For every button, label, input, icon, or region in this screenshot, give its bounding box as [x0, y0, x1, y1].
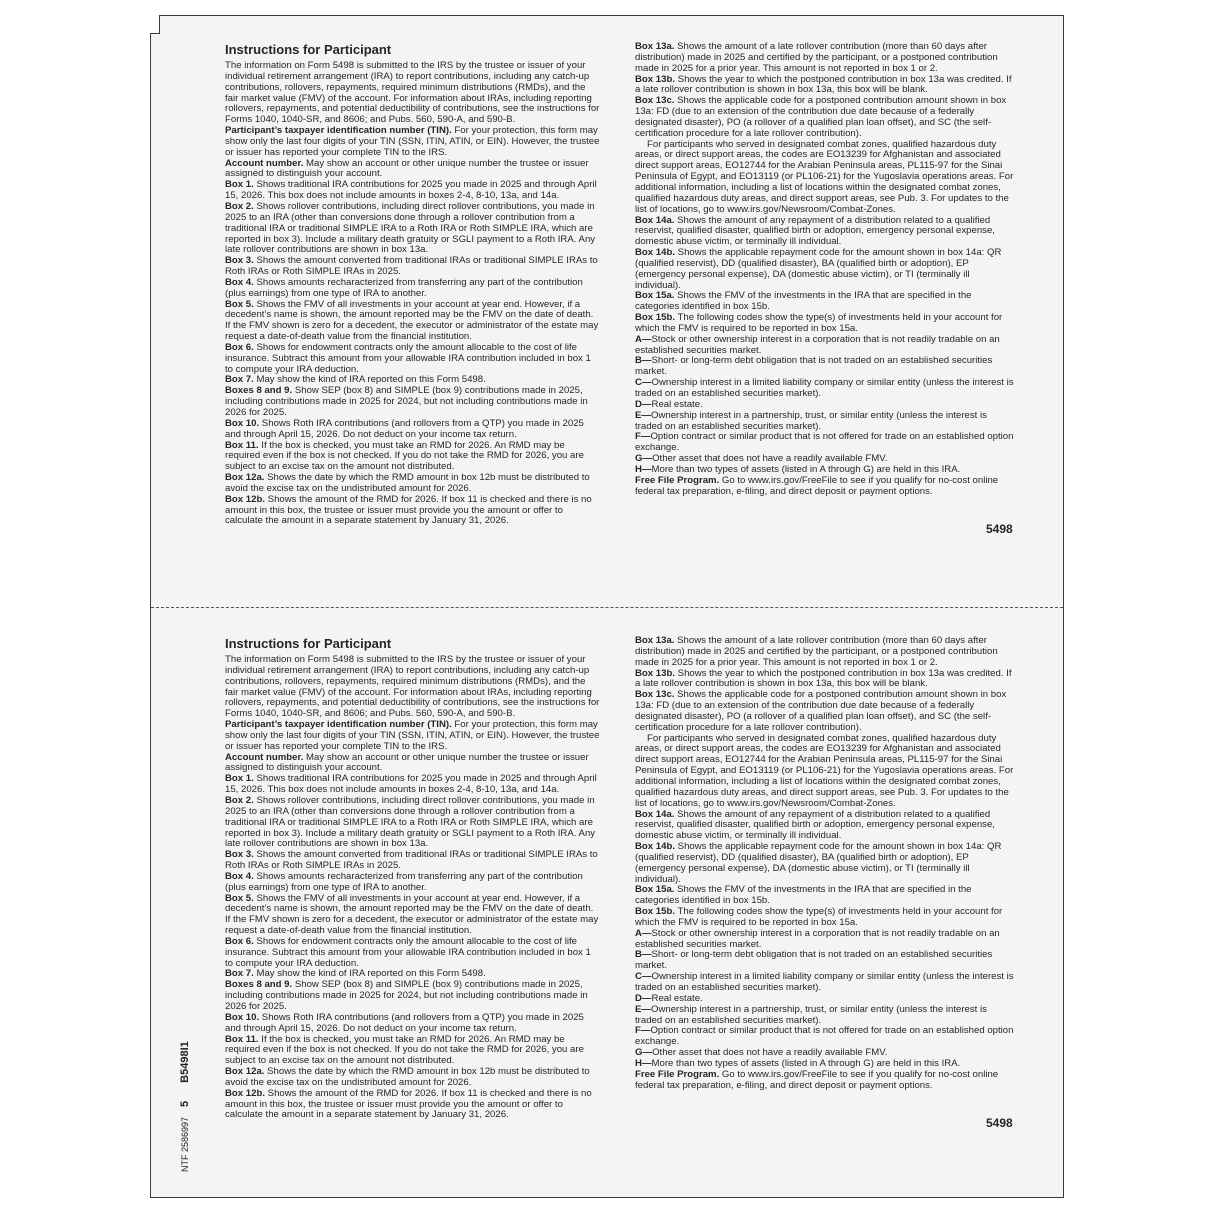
paragraph-label: Box 11. — [225, 1033, 259, 1045]
instruction-paragraph — [635, 929, 1015, 951]
paragraph-text: Shows the FMV of all investments in your account at year end. However, if a decedent’s name is shown, the amount reported may be the FMV on the date of death. If the FMV shown is zero for a decedent, the executor or administrator of the estate may request a date-of-death value from the financial institution. — [225, 892, 599, 937]
paragraph-text: Short- or long-term debt obligation that is not traded on an established securities market. — [635, 355, 993, 378]
right-paragraphs — [635, 636, 1015, 1091]
instruction-paragraph — [225, 441, 601, 474]
instruction-paragraph — [225, 61, 601, 126]
paragraph-text: Shows the year to which the postponed contribution in box 13a was credited. If a late rollover contribution is shown in box 13a, this box will be blank. — [635, 667, 1012, 690]
paragraph-label: Box 14a. — [635, 214, 675, 226]
paragraph-text: May show the kind of IRA reported on this Form 5498. — [253, 374, 486, 386]
instruction-paragraph — [635, 636, 1015, 669]
paragraph-text: Shows traditional IRA contributions for 2025 you made in 2025 and through April 15, 2026. This box does not include amounts in boxes 2-4, 8-10, 13a, and 14a. — [225, 179, 597, 202]
paragraph-label: C— — [635, 377, 652, 389]
form-code: B5498I1 — [179, 1041, 191, 1083]
corner-registration-mark — [150, 15, 160, 34]
paragraph-label: Free File Program. — [635, 1068, 720, 1080]
paragraph-text: Shows the FMV of the investments in the IRA that are specified in the categories identified in box 15b. — [635, 290, 972, 313]
paragraph-text: Other asset that does not have a readily available FMV. — [652, 1047, 888, 1059]
paragraph-text: May show an account or other unique number the trustee or issuer assigned to distinguish your account. — [225, 157, 589, 180]
side-form-code — [176, 992, 194, 1172]
instruction-paragraph — [225, 850, 601, 872]
paragraph-text: More than two types of assets (listed in A through G) are held in this IRA. — [651, 463, 961, 475]
instruction-paragraph — [635, 1070, 1015, 1092]
paragraph-label: Box 5. — [225, 298, 254, 310]
instruction-paragraph — [225, 343, 601, 376]
instruction-paragraph — [635, 42, 1015, 75]
instruction-paragraph — [225, 495, 601, 528]
paragraph-label: Box 10. — [225, 1011, 260, 1023]
paragraph-label: Box 6. — [225, 935, 254, 947]
paragraph-label: Box 13a. — [635, 635, 675, 646]
paragraph-label: Box 2. — [225, 200, 254, 212]
paragraph-text: Real estate. — [651, 398, 703, 410]
instruction-paragraph — [225, 1089, 601, 1122]
paragraph-text: Ownership interest in a limited liability company or similar entity (unless the interest is traded on an established securities market). — [635, 377, 1014, 399]
paragraph-label: Box 13a. — [635, 41, 675, 52]
instruction-paragraph — [225, 159, 601, 181]
paragraph-label: Box 6. — [225, 341, 254, 353]
instruction-paragraph — [225, 180, 601, 202]
paragraph-text: Shows Roth IRA contributions (and rollovers from a QTP) you made in 2025 and through April 15, 2026. Do not deduct on your income tax return. — [225, 1011, 584, 1034]
paragraph-label: Box 15b. — [635, 906, 675, 918]
instruction-paragraph — [635, 810, 1015, 843]
paragraph-label: Box 15b. — [635, 312, 675, 324]
instruction-paragraph — [225, 386, 601, 419]
left-column — [225, 636, 601, 1121]
paragraph-label: Boxes 8 and 9. — [225, 385, 293, 397]
paragraph-label: G— — [635, 453, 653, 465]
instruction-paragraph — [225, 300, 601, 343]
paragraph-text: Other asset that does not have a readily available FMV. — [652, 453, 888, 465]
paragraph-text: Show SEP (box 8) and SIMPLE (box 9) contributions made in 2025, including contributions made in 2025 for 2024, but not including contributions made in 2026 for 2025. — [225, 979, 588, 1012]
paragraph-text: Shows traditional IRA contributions for 2025 you made in 2025 and through April 15, 2026. This box does not include amounts in boxes 2-4, 8-10, 13a, and 14a. — [225, 773, 597, 796]
paragraph-label: E— — [635, 409, 651, 421]
instruction-paragraph — [635, 476, 1015, 498]
paragraph-text: Short- or long-term debt obligation that is not traded on an established securities market. — [635, 949, 993, 972]
instruction-paragraph — [635, 216, 1015, 249]
paragraph-text: Shows Roth IRA contributions (and rollovers from a QTP) you made in 2025 and through April 15, 2026. Do not deduct on your income tax return. — [225, 417, 584, 440]
paragraph-text: Shows the FMV of all investments in your account at year end. However, if a decedent’s name is shown, the amount reported may be the FMV on the date of death. If the FMV shown is zero for a decedent, the executor or administrator of the estate may request a date-of-death value from the financial institution. — [225, 298, 599, 343]
instruction-paragraph — [635, 356, 1015, 378]
paragraph-label: Box 3. — [225, 849, 254, 861]
paragraph-label: B— — [635, 949, 652, 961]
paragraph-label: Box 2. — [225, 794, 254, 806]
paragraph-label: C— — [635, 971, 652, 983]
paragraph-text: Shows the amount of the RMD for 2026. If box 11 is checked and there is no amount in this box, the trustee or issuer must provide you the amount or offer to calculate the amount in a separate statement by January 31, 2026. — [225, 1087, 592, 1121]
instruction-paragraph — [225, 473, 601, 495]
paragraph-label: Box 10. — [225, 417, 260, 429]
paragraph-label: Box 1. — [225, 179, 254, 191]
paragraph-label: G— — [635, 1047, 653, 1059]
paragraph-label: F— — [635, 1025, 651, 1037]
instruction-paragraph — [225, 278, 601, 300]
instruction-paragraph — [635, 75, 1015, 97]
instruction-paragraph — [225, 419, 601, 441]
paragraph-text: Ownership interest in a partnership, trust, or similar entity (unless the interest is traded on an established securities market). — [635, 1003, 987, 1026]
paragraph-label: Box 14a. — [635, 808, 675, 820]
paragraph-label: Free File Program. — [635, 474, 720, 486]
paragraph-text: Shows the amount of a late rollover contribution (more than 60 days after distribution) made in 2025 and certified by the participant, or a postponed contribution made in 2025 for a prior year. This amount is not reported in box 1 or 2. — [635, 41, 998, 74]
paragraph-text: Show SEP (box 8) and SIMPLE (box 9) contributions made in 2025, including contributions made in 2025 for 2024, but not including contributions made in 2026 for 2025. — [225, 385, 588, 418]
paragraph-text: Option contract or similar product that is not offered for trade on an established option exchange. — [635, 1025, 1014, 1048]
instruction-paragraph — [225, 894, 601, 937]
paragraph-text: If the box is checked, you must take an RMD for 2026. An RMD may be required even if the box is not checked. If you do not take the RMD for 2026, you are subject to an excise tax on the amount not distributed. — [225, 1033, 584, 1067]
paragraph-text: Shows rollover contributions, including direct rollover contributions, you made in 2025 to an IRA (other than conversions done through a rollover contribution from a traditional IRA or traditional SIMPLE IRA to a Roth IRA or Roth SIMPLE IRA, which are reported in box 3). Include a military death gratuity or SGLI payment to a Roth IRA. Any late rollover contributions are shown in box 13a. — [225, 200, 596, 256]
instruction-paragraph — [225, 202, 601, 256]
paragraph-label: Box 7. — [225, 968, 254, 980]
instruction-paragraph — [635, 842, 1015, 885]
paragraph-text: May show an account or other unique number the trustee or issuer assigned to distinguish your account. — [225, 751, 589, 774]
instruction-paragraph — [225, 126, 601, 159]
instructions-heading: Instructions for Participant — [225, 42, 392, 57]
paragraph-label: A— — [635, 333, 652, 345]
instruction-paragraph — [225, 872, 601, 894]
instruction-paragraph — [225, 796, 601, 850]
paragraph-text: Shows for endowment contracts only the amount allocable to the cost of life insurance. Subtract this amount from your allowable IRA contribution included in box 1 to compute your IRA deduction. — [225, 341, 591, 375]
instruction-paragraph — [635, 1005, 1015, 1027]
paragraph-label: Box 4. — [225, 870, 254, 882]
paragraph-text: Ownership interest in a partnership, trust, or similar entity (unless the interest is traded on an established securities market). — [635, 409, 987, 432]
instruction-paragraph — [635, 972, 1015, 994]
paragraph-label: F— — [635, 431, 651, 443]
paragraph-label: Account number. — [225, 157, 304, 169]
instruction-paragraph — [225, 655, 601, 720]
paragraph-text: Shows the applicable repayment code for the amount shown in box 14a: QR (qualified reservist), DD (qualified disaster), BA (qualified birth or adoption), EP (emergency personal expense), DA (domestic abuse victim), or TI (terminally ill individual). — [635, 841, 1002, 885]
paragraph-text: More than two types of assets (listed in A through G) are held in this IRA. — [651, 1057, 961, 1069]
paragraph-label: Box 14b. — [635, 247, 675, 259]
instruction-paragraph — [225, 753, 601, 775]
paragraph-text: The information on Form 5498 is submitted to the IRS by the trustee or issuer of your individual retirement arrangement (IRA) to report contributions, including any catch-up contributions, rollovers, repayments, required minimum distributions (RMDs), and the fair market value (FMV) of the account. For information about IRAs, including reporting rollovers, repayments, and potential deductibility of contributions, see the instructions for Forms 1040, 1040-SR, and 8606; and Pubs. 560, 590-A, and 590-B. — [225, 654, 600, 720]
paragraph-label: Participant’s taxpayer identification number (TIN). — [225, 719, 452, 731]
paragraph-label: Box 7. — [225, 374, 254, 386]
paragraph-text: Shows the amount of a late rollover contribution (more than 60 days after distribution) made in 2025 and certified by the participant, or a postponed contribution made in 2025 for a prior year. This amount is not reported in box 1 or 2. — [635, 635, 998, 668]
instruction-paragraph — [635, 248, 1015, 291]
paragraph-text: Shows the date by which the RMD amount in box 12b must be distributed to avoid the excise tax on the undistributed amount for 2026. — [225, 1066, 590, 1088]
paragraph-text: May show the kind of IRA reported on this Form 5498. — [253, 968, 486, 980]
instruction-paragraph — [225, 720, 601, 753]
paragraph-text: Go to www.irs.gov/FreeFile to see if you qualify for no-cost online federal tax preparation, e-filing, and direct deposit or payment options. — [635, 474, 999, 497]
instruction-paragraph — [225, 1013, 601, 1035]
paragraph-text: Go to www.irs.gov/FreeFile to see if you qualify for no-cost online federal tax preparation, e-filing, and direct deposit or payment options. — [635, 1068, 999, 1091]
instruction-paragraph — [635, 950, 1015, 972]
paragraph-label: Box 12b. — [225, 1087, 265, 1099]
paragraph-label: Box 12b. — [225, 493, 265, 505]
paragraph-text: Shows the amount converted from traditional IRAs or traditional SIMPLE IRAs to Roth IRAs or Roth SIMPLE IRAs in 2025. — [225, 849, 598, 872]
paragraph-text: Shows the applicable code for a postponed contribution amount shown in box 13a: FD (due to an extension of the contribution due date because of a federally designated disaster), PO (a rollover of a qualified plan loan offset), and SC (the self-certification procedure for a late rollover contribution). — [635, 95, 1007, 139]
paragraph-label: Box 15a. — [635, 290, 675, 302]
paragraph-text: The following codes show the type(s) of investments held in your account for which the FMV is required to be reported in box 15a. — [635, 906, 1003, 928]
paragraph-text: Shows the year to which the postponed contribution in box 13a was credited. If a late rollover contribution is shown in box 13a, this box will be blank. — [635, 73, 1012, 96]
instruction-paragraph — [635, 1026, 1015, 1048]
paragraph-text: Shows rollover contributions, including direct rollover contributions, you made in 2025 to an IRA (other than conversions done through a rollover contribution from a traditional IRA or traditional SIMPLE IRA to a Roth IRA or Roth SIMPLE IRA, which are reported in box 3). Include a military death gratuity or SGLI payment to a Roth IRA. Any late rollover contributions are shown in box 13a. — [225, 794, 596, 850]
right-column — [635, 42, 1015, 497]
paragraph-label: Boxes 8 and 9. — [225, 979, 293, 991]
instruction-paragraph — [225, 774, 601, 796]
instruction-paragraph — [635, 885, 1015, 907]
paragraph-label: B— — [635, 355, 652, 367]
paragraph-label: Account number. — [225, 751, 304, 763]
paragraph-label: E— — [635, 1003, 651, 1015]
instructions-heading: Instructions for Participant — [225, 636, 392, 651]
instruction-paragraph — [225, 256, 601, 278]
paragraph-label: Box 12a. — [225, 1066, 265, 1078]
paragraph-text: Shows the FMV of the investments in the IRA that are specified in the categories identified in box 15b. — [635, 884, 972, 907]
paragraph-label: A— — [635, 927, 652, 939]
paragraph-text: Shows the amount of any repayment of a distribution related to a qualified reservist, qualified disaster, qualified birth or adoption, emergency personal expense, domestic abuse victim, or terminally ill individual. — [635, 808, 995, 842]
paragraph-label: Box 5. — [225, 892, 254, 904]
paragraph-label: Box 4. — [225, 276, 254, 288]
left-paragraphs — [225, 655, 601, 1121]
paragraph-label: H— — [635, 1057, 652, 1069]
paragraph-label: Box 1. — [225, 773, 254, 785]
instruction-paragraph — [225, 937, 601, 970]
paragraph-text: For your protection, this form may show only the last four digits of your TIN (SSN, ITIN, ATIN, or EIN). However, the trustee or issuer has reported your complete TIN to the IRS. — [225, 719, 600, 752]
instruction-paragraph — [635, 313, 1015, 335]
paragraph-text: Shows the amount of any repayment of a distribution related to a qualified reservist, qualified disaster, qualified birth or adoption, emergency personal expense, domestic abuse victim, or terminally ill individual. — [635, 214, 995, 248]
instruction-paragraph — [635, 335, 1015, 357]
instruction-paragraph — [225, 980, 601, 1013]
paragraph-text: Real estate. — [651, 992, 703, 1004]
paragraph-text: Option contract or similar product that is not offered for trade on an established option exchange. — [635, 431, 1014, 454]
instruction-paragraph — [635, 669, 1015, 691]
right-column — [635, 636, 1015, 1091]
paragraph-label: Box 13c. — [635, 95, 675, 107]
paragraph-label: Box 13c. — [635, 689, 675, 701]
paragraph-text: For your protection, this form may show only the last four digits of your TIN (SSN, ITIN, ATIN, or EIN). However, the trustee or issuer has reported your complete TIN to the IRS. — [225, 125, 600, 158]
paragraph-label: Box 13b. — [635, 667, 675, 679]
paragraph-text: Ownership interest in a limited liability company or similar entity (unless the interest is traded on an established securities market). — [635, 971, 1014, 993]
form-number: 5498 — [986, 522, 1013, 536]
paragraph-text: Shows the date by which the RMD amount in box 12b must be distributed to avoid the excise tax on the undistributed amount for 2026. — [225, 472, 590, 494]
left-paragraphs — [225, 61, 601, 527]
paragraph-text: Shows the applicable repayment code for the amount shown in box 14a: QR (qualified reservist), DD (qualified disaster), BA (qualified birth or adoption), EP (emergency personal expense), DA (domestic abuse victim), or TI (terminally ill individual). — [635, 247, 1002, 291]
instruction-paragraph — [635, 432, 1015, 454]
instruction-paragraph — [635, 734, 1015, 810]
instruction-paragraph — [635, 907, 1015, 929]
paragraph-text: If the box is checked, you must take an RMD for 2026. An RMD may be required even if the box is not checked. If you do not take the RMD for 2026, you are subject to an excise tax on the amount not distributed. — [225, 439, 584, 473]
ntf-code: NTF 2586997 — [180, 1116, 190, 1172]
paragraph-text: The following codes show the type(s) of investments held in your account for which the FMV is required to be reported in box 15a. — [635, 312, 1003, 334]
paragraph-label: Box 12a. — [225, 472, 265, 484]
form-number: 5498 — [986, 1116, 1013, 1130]
instruction-paragraph — [635, 411, 1015, 433]
instruction-paragraph — [225, 1067, 601, 1089]
paragraph-text: Shows for endowment contracts only the amount allocable to the cost of life insurance. Subtract this amount from your allowable IRA contribution included in box 1 to compute your IRA deduction. — [225, 935, 591, 969]
paragraph-text: Shows amounts recharacterized from transferring any part of the contribution (plus earnings) from one type of IRA to another. — [225, 276, 583, 299]
perforation-line — [151, 607, 1063, 608]
paragraph-text: Shows the amount of the RMD for 2026. If box 11 is checked and there is no amount in this box, the trustee or issuer must provide you the amount or offer to calculate the amount in a separate statement by January 31, 2026. — [225, 493, 592, 527]
paragraph-label: D— — [635, 992, 652, 1004]
instruction-paragraph — [635, 96, 1015, 139]
paragraph-text: Stock or other ownership interest in a corporation that is not readily tradable on an established securities market. — [635, 927, 1000, 950]
instruction-paragraph — [635, 378, 1015, 400]
paragraph-text: Shows the amount converted from traditional IRAs or traditional SIMPLE IRAs to Roth IRAs or Roth SIMPLE IRAs in 2025. — [225, 255, 598, 278]
instruction-paragraph — [225, 1035, 601, 1068]
paragraph-text: Stock or other ownership interest in a corporation that is not readily tradable on an established securities market. — [635, 333, 1000, 356]
paragraph-text: The information on Form 5498 is submitted to the IRS by the trustee or issuer of your individual retirement arrangement (IRA) to report contributions, including any catch-up contributions, rollovers, repayments, required minimum distributions (RMDs), and the fair market value (FMV) of the account. For information about IRAs, including reporting rollovers, repayments, and potential deductibility of contributions, see the instructions for Forms 1040, 1040-SR, and 8606; and Pubs. 560, 590-A, and 590-B. — [225, 60, 600, 126]
paragraph-text: For participants who served in designated combat zones, qualified hazardous duty areas, or direct support areas, the codes are EO13239 for Afghanistan and associated direct support areas, EO12744 for the Arabian Peninsula areas, PL115-97 for the Sinai Peninsula of Egypt, and EO13119 (or PL106-21) for the Yugoslavia operations areas. For additional information, including a list of locations within the designated combat zones, qualified hazardous duty areas, and direct support areas, see Pub. 3. For updates to the list of locations, go to www.irs.gov/Newsroom/Combat-Zones. — [635, 138, 1014, 215]
instruction-paragraph — [635, 690, 1015, 733]
paragraph-label: Participant’s taxpayer identification number (TIN). — [225, 125, 452, 137]
paragraph-label: Box 3. — [225, 255, 254, 267]
instruction-paragraph — [635, 140, 1015, 216]
paragraph-label: Box 14b. — [635, 841, 675, 853]
copy-number: 5 — [179, 1100, 191, 1107]
left-column — [225, 42, 601, 527]
paragraph-label: Box 15a. — [635, 884, 675, 896]
right-paragraphs — [635, 42, 1015, 497]
paragraph-text: Shows amounts recharacterized from transferring any part of the contribution (plus earnings) from one type of IRA to another. — [225, 870, 583, 893]
paragraph-label: D— — [635, 398, 652, 410]
paragraph-label: H— — [635, 463, 652, 475]
paragraph-text: For participants who served in designated combat zones, qualified hazardous duty areas, or direct support areas, the codes are EO13239 for Afghanistan and associated direct support areas, EO12744 for the Arabian Peninsula areas, PL115-97 for the Sinai Peninsula of Egypt, and EO13119 (or PL106-21) for the Yugoslavia operations areas. For additional information, including a list of locations within the designated combat zones, qualified hazardous duty areas, and direct support areas, see Pub. 3. For updates to the list of locations, go to www.irs.gov/Newsroom/Combat-Zones. — [635, 732, 1014, 809]
paragraph-label: Box 13b. — [635, 73, 675, 85]
paragraph-text: Shows the applicable code for a postponed contribution amount shown in box 13a: FD (due to an extension of the contribution due date because of a federally designated disaster), PO (a rollover of a qualified plan loan offset), and SC (the self-certification procedure for a late rollover contribution). — [635, 689, 1007, 733]
paragraph-label: Box 11. — [225, 439, 259, 451]
instruction-paragraph — [635, 291, 1015, 313]
